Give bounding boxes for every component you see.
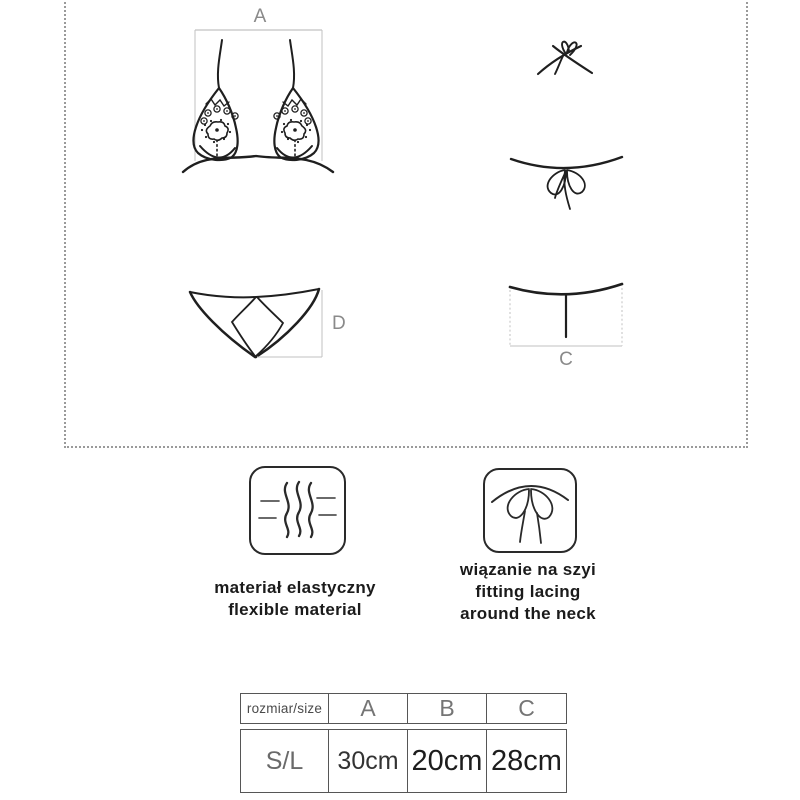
size-table-key-header: rozmiar/size bbox=[241, 694, 329, 723]
caption-line: wiązanie na szyi bbox=[459, 560, 597, 579]
elastic-waves-icon bbox=[249, 466, 346, 555]
size-table-column-a: A bbox=[329, 694, 408, 723]
cup-flower-dots bbox=[201, 108, 236, 143]
caption-line: flexible material bbox=[228, 599, 362, 619]
size-table-column-c: C bbox=[518, 695, 535, 721]
panties-front-drawing bbox=[190, 289, 346, 357]
dimension-c-label: C bbox=[559, 349, 573, 370]
caption-line: materiał elastyczny bbox=[214, 578, 376, 597]
dimension-d-label: D bbox=[332, 313, 346, 334]
size-table bbox=[240, 693, 567, 793]
dimension-a-label: A bbox=[253, 6, 267, 27]
caption-line: fitting lacing bbox=[475, 582, 581, 601]
size-table-column-b: B bbox=[408, 694, 487, 723]
neck-lacing-caption bbox=[398, 559, 658, 625]
panties-back-strap-drawing bbox=[510, 284, 622, 370]
caption-line: around the neck bbox=[460, 604, 596, 623]
size-table-value-c: 28cm bbox=[491, 744, 562, 777]
neck-lacing-bow-icon bbox=[483, 468, 577, 553]
garment-measurement-diagram bbox=[64, 0, 748, 446]
size-table-value-b: 20cm bbox=[408, 730, 487, 792]
size-table-data-row bbox=[240, 729, 567, 793]
bra-left-cup bbox=[194, 40, 239, 161]
back-tie-bow-drawing bbox=[511, 157, 622, 209]
size-table-value-a: 30cm bbox=[329, 730, 408, 792]
neck-tie-knot-drawing bbox=[538, 42, 592, 74]
bra-right-cup bbox=[274, 40, 319, 161]
elastic-material-caption bbox=[165, 577, 425, 620]
size-table-size-cell: S/L bbox=[241, 730, 329, 792]
size-table-header-row bbox=[240, 693, 567, 724]
bra-top-drawing bbox=[183, 40, 333, 172]
